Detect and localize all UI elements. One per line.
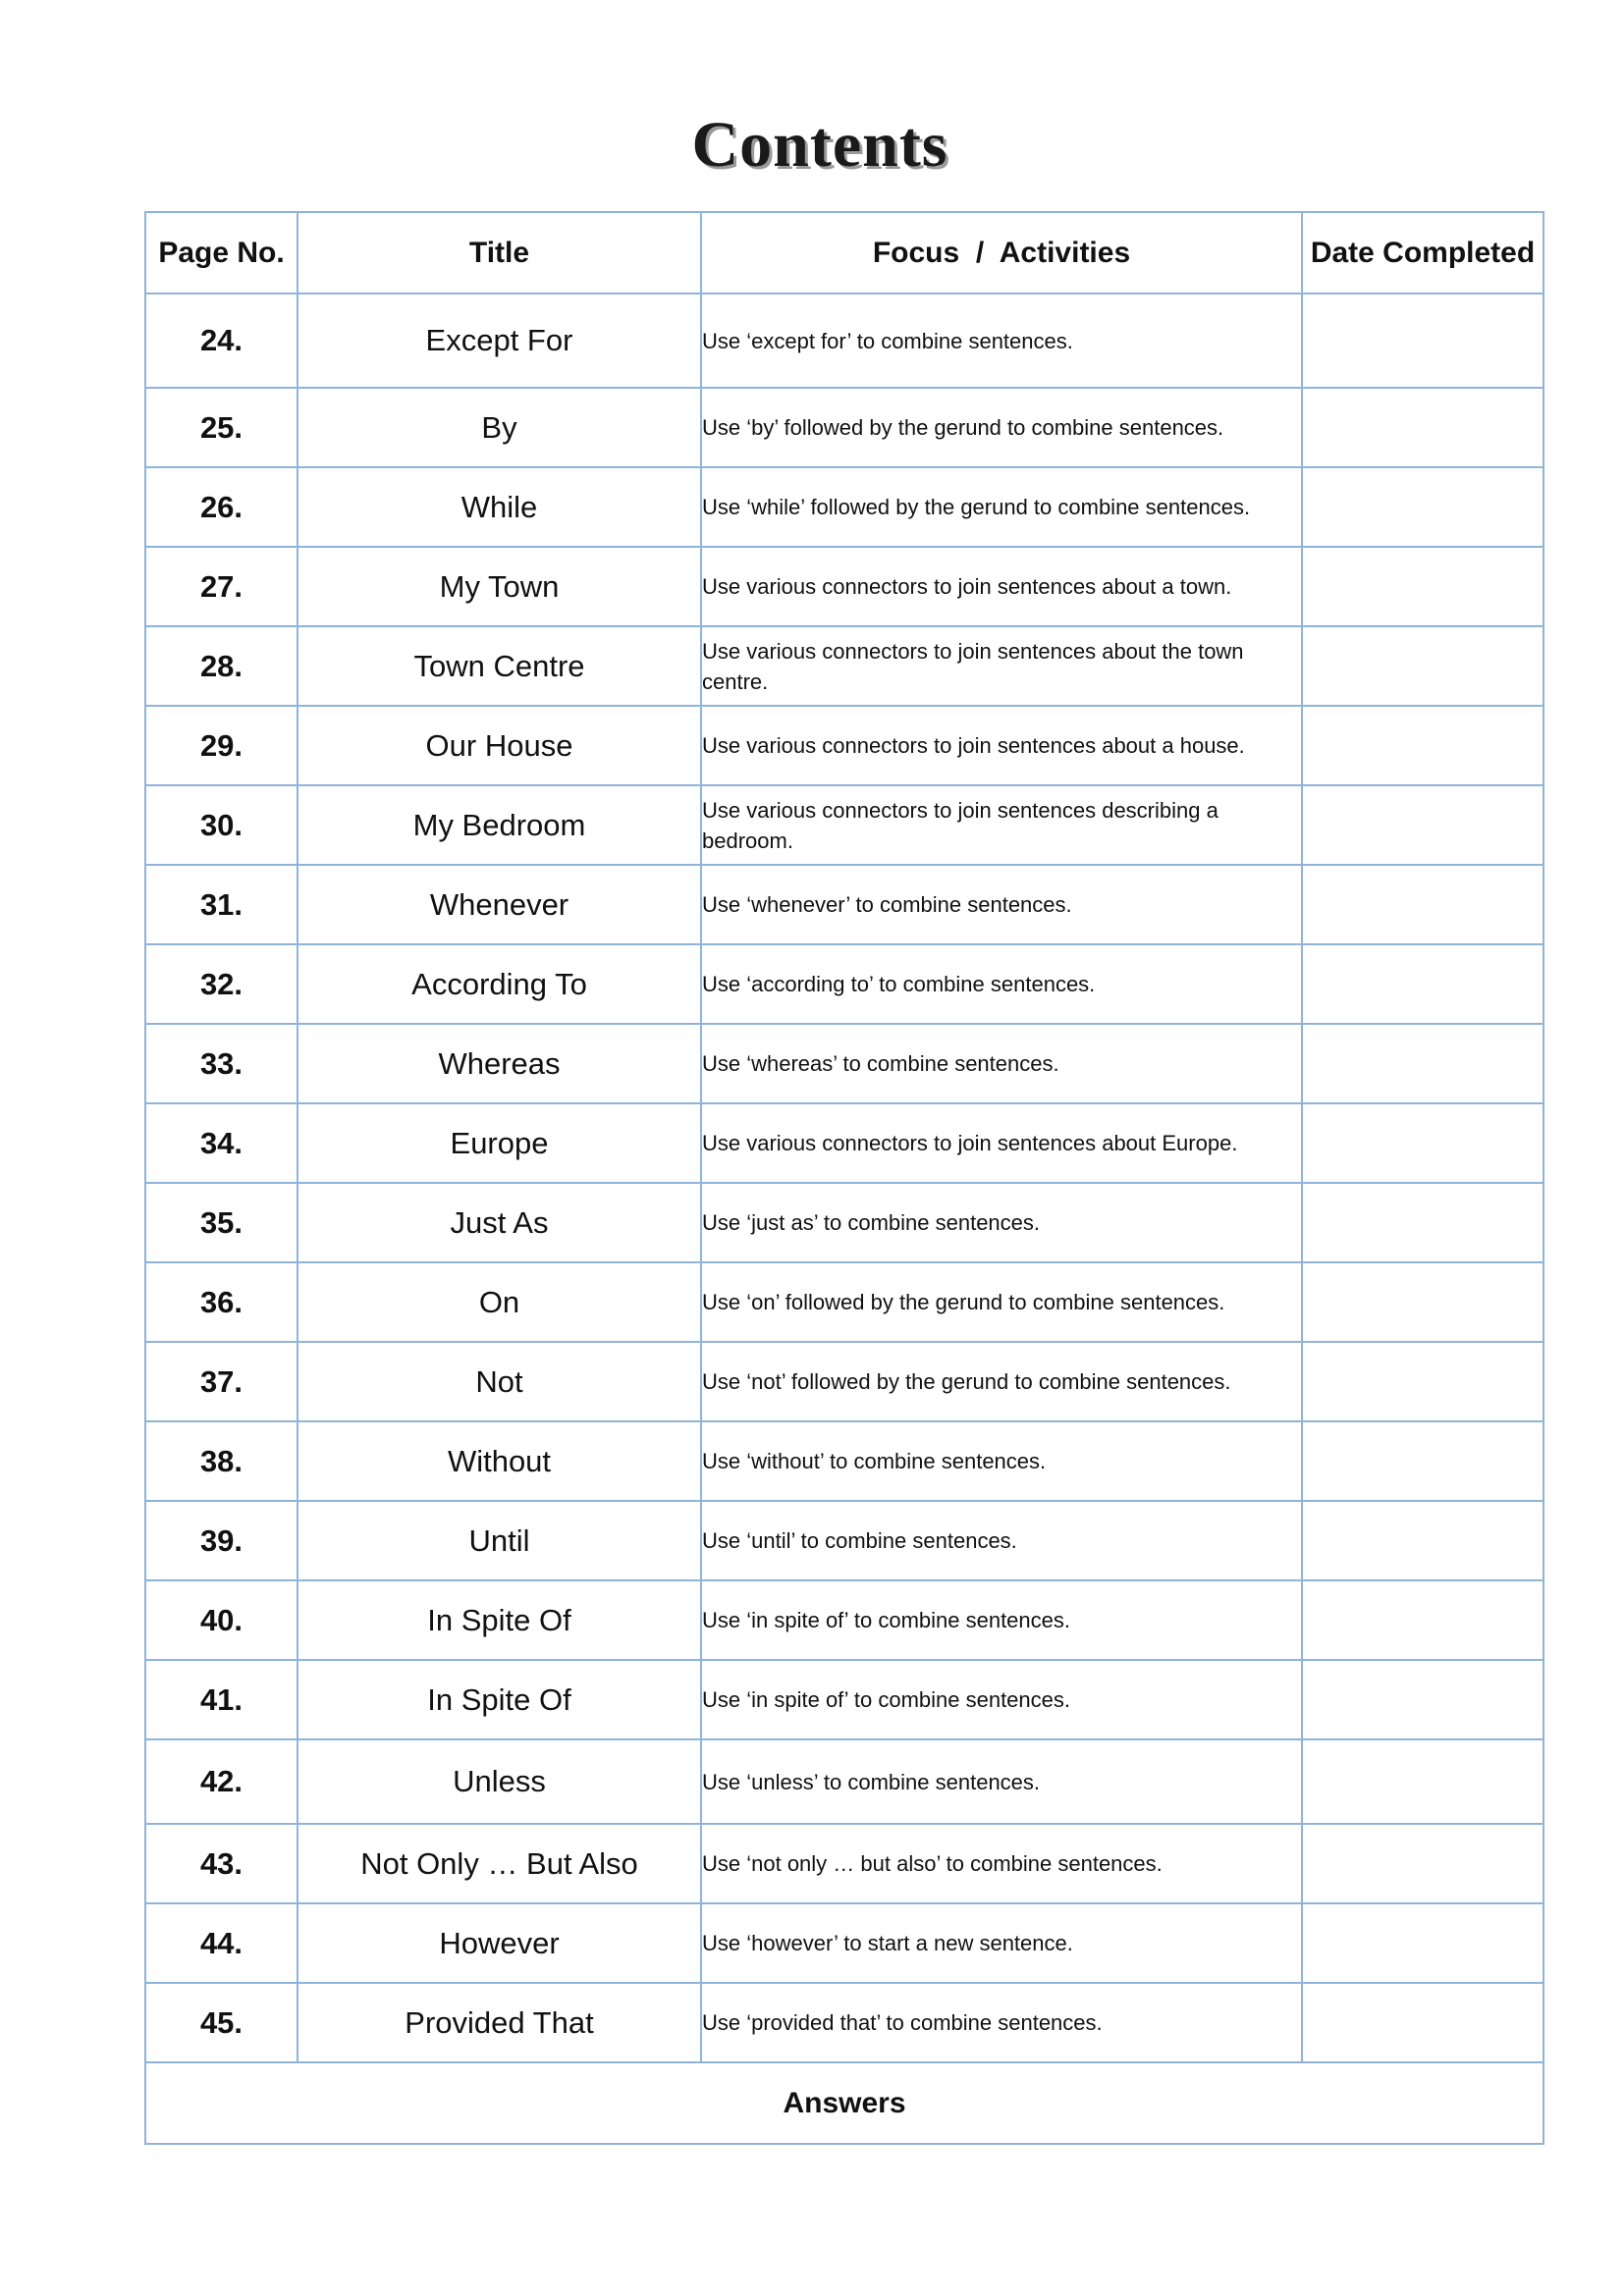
row-page-number: 32. (145, 944, 298, 1024)
table-row (145, 1824, 1543, 1903)
row-title: Except For (298, 294, 701, 388)
row-page-number: 25. (145, 388, 298, 467)
row-date-completed[interactable] (1302, 1183, 1543, 1262)
table-row (145, 294, 1543, 388)
row-title: However (298, 1903, 701, 1983)
row-date-completed[interactable] (1302, 626, 1543, 706)
row-title: Provided That (298, 1983, 701, 2062)
row-focus-activity: Use ‘by’ followed by the gerund to combine sentences. (701, 388, 1302, 467)
row-page-number: 39. (145, 1501, 298, 1580)
header-date-completed: Date Completed (1302, 212, 1543, 294)
table-row (145, 1342, 1543, 1421)
row-date-completed[interactable] (1302, 944, 1543, 1024)
row-page-number: 26. (145, 467, 298, 547)
table-row (145, 944, 1543, 1024)
row-page-number: 38. (145, 1421, 298, 1501)
row-focus-activity: Use ‘on’ followed by the gerund to combine sentences. (701, 1262, 1302, 1342)
row-title: Whenever (298, 865, 701, 944)
table-row (145, 1580, 1543, 1660)
row-title: Just As (298, 1183, 701, 1262)
table-row (145, 785, 1543, 865)
header-title: Title (298, 212, 701, 294)
row-date-completed[interactable] (1302, 1739, 1543, 1824)
table-row (145, 547, 1543, 626)
row-focus-activity: Use ‘in spite of’ to combine sentences. (701, 1580, 1302, 1660)
row-page-number: 28. (145, 626, 298, 706)
row-date-completed[interactable] (1302, 547, 1543, 626)
row-page-number: 31. (145, 865, 298, 944)
row-title: Town Centre (298, 626, 701, 706)
row-focus-activity: Use ‘in spite of’ to combine sentences. (701, 1660, 1302, 1739)
row-title: By (298, 388, 701, 467)
header-focus-activities: Focus / Activities (701, 212, 1302, 294)
row-focus-activity: Use ‘just as’ to combine sentences. (701, 1183, 1302, 1262)
page-title: Contents (691, 109, 948, 181)
row-focus-activity: Use ‘however’ to start a new sentence. (701, 1903, 1302, 1983)
row-page-number: 37. (145, 1342, 298, 1421)
row-focus-activity: Use ‘except for’ to combine sentences. (701, 294, 1302, 388)
row-date-completed[interactable] (1302, 1983, 1543, 2062)
row-title: Not Only … But Also (298, 1824, 701, 1903)
row-date-completed[interactable] (1302, 1501, 1543, 1580)
row-page-number: 45. (145, 1983, 298, 2062)
row-page-number: 36. (145, 1262, 298, 1342)
row-date-completed[interactable] (1302, 294, 1543, 388)
table-row (145, 1421, 1543, 1501)
row-focus-activity: Use ‘not only … but also’ to combine sentences. (701, 1824, 1302, 1903)
row-focus-activity: Use ‘while’ followed by the gerund to combine sentences. (701, 467, 1302, 547)
row-page-number: 35. (145, 1183, 298, 1262)
row-page-number: 41. (145, 1660, 298, 1739)
table-row (145, 1103, 1543, 1183)
row-page-number: 42. (145, 1739, 298, 1824)
row-date-completed[interactable] (1302, 1421, 1543, 1501)
row-date-completed[interactable] (1302, 1580, 1543, 1660)
row-date-completed[interactable] (1302, 467, 1543, 547)
row-title: Whereas (298, 1024, 701, 1103)
row-date-completed[interactable] (1302, 1903, 1543, 1983)
row-title: My Town (298, 547, 701, 626)
row-focus-activity: Use various connectors to join sentences about a town. (701, 547, 1302, 626)
row-page-number: 40. (145, 1580, 298, 1660)
row-focus-activity: Use ‘not’ followed by the gerund to combine sentences. (701, 1342, 1302, 1421)
row-page-number: 27. (145, 547, 298, 626)
row-focus-activity: Use ‘whereas’ to combine sentences. (701, 1024, 1302, 1103)
row-title: Until (298, 1501, 701, 1580)
table-row (145, 1501, 1543, 1580)
row-date-completed[interactable] (1302, 865, 1543, 944)
row-date-completed[interactable] (1302, 785, 1543, 865)
contents-table (144, 211, 1544, 2145)
row-date-completed[interactable] (1302, 706, 1543, 785)
row-focus-activity: Use ‘provided that’ to combine sentences. (701, 1983, 1302, 2062)
table-row (145, 1660, 1543, 1739)
row-focus-activity: Use ‘whenever’ to combine sentences. (701, 865, 1302, 944)
table-row (145, 1024, 1543, 1103)
row-focus-activity: Use ‘until’ to combine sentences. (701, 1501, 1302, 1580)
table-row (145, 626, 1543, 706)
table-row (145, 467, 1543, 547)
row-date-completed[interactable] (1302, 1103, 1543, 1183)
table-row (145, 1903, 1543, 1983)
row-title: In Spite Of (298, 1660, 701, 1739)
row-title: On (298, 1262, 701, 1342)
row-focus-activity: Use ‘according to’ to combine sentences. (701, 944, 1302, 1024)
header-page-no: Page No. (145, 212, 298, 294)
answers-label: Answers (145, 2062, 1543, 2144)
answers-row (145, 2062, 1543, 2144)
header-row (145, 212, 1543, 294)
row-page-number: 30. (145, 785, 298, 865)
row-title: Unless (298, 1739, 701, 1824)
row-page-number: 29. (145, 706, 298, 785)
row-focus-activity: Use various connectors to join sentences about the town centre. (701, 626, 1302, 706)
table-body (145, 294, 1543, 2062)
row-page-number: 24. (145, 294, 298, 388)
table-row (145, 865, 1543, 944)
table-row (145, 388, 1543, 467)
row-focus-activity: Use various connectors to join sentences describing a bedroom. (701, 785, 1302, 865)
row-title: While (298, 467, 701, 547)
row-page-number: 43. (145, 1824, 298, 1903)
row-title: According To (298, 944, 701, 1024)
row-date-completed[interactable] (1302, 1342, 1543, 1421)
row-title: Europe (298, 1103, 701, 1183)
row-title: Our House (298, 706, 701, 785)
row-title: Not (298, 1342, 701, 1421)
row-page-number: 33. (145, 1024, 298, 1103)
row-title: Without (298, 1421, 701, 1501)
row-page-number: 44. (145, 1903, 298, 1983)
row-title: In Spite Of (298, 1580, 701, 1660)
table-row (145, 1739, 1543, 1824)
table-row (145, 706, 1543, 785)
row-date-completed[interactable] (1302, 1660, 1543, 1739)
row-focus-activity: Use various connectors to join sentences about Europe. (701, 1103, 1302, 1183)
row-date-completed[interactable] (1302, 1024, 1543, 1103)
table-row (145, 1183, 1543, 1262)
row-focus-activity: Use various connectors to join sentences about a house. (701, 706, 1302, 785)
row-date-completed[interactable] (1302, 1262, 1543, 1342)
row-date-completed[interactable] (1302, 388, 1543, 467)
row-focus-activity: Use ‘unless’ to combine sentences. (701, 1739, 1302, 1824)
row-page-number: 34. (145, 1103, 298, 1183)
table-row (145, 1262, 1543, 1342)
row-title: My Bedroom (298, 785, 701, 865)
row-date-completed[interactable] (1302, 1824, 1543, 1903)
row-focus-activity: Use ‘without’ to combine sentences. (701, 1421, 1302, 1501)
table-row (145, 1983, 1543, 2062)
